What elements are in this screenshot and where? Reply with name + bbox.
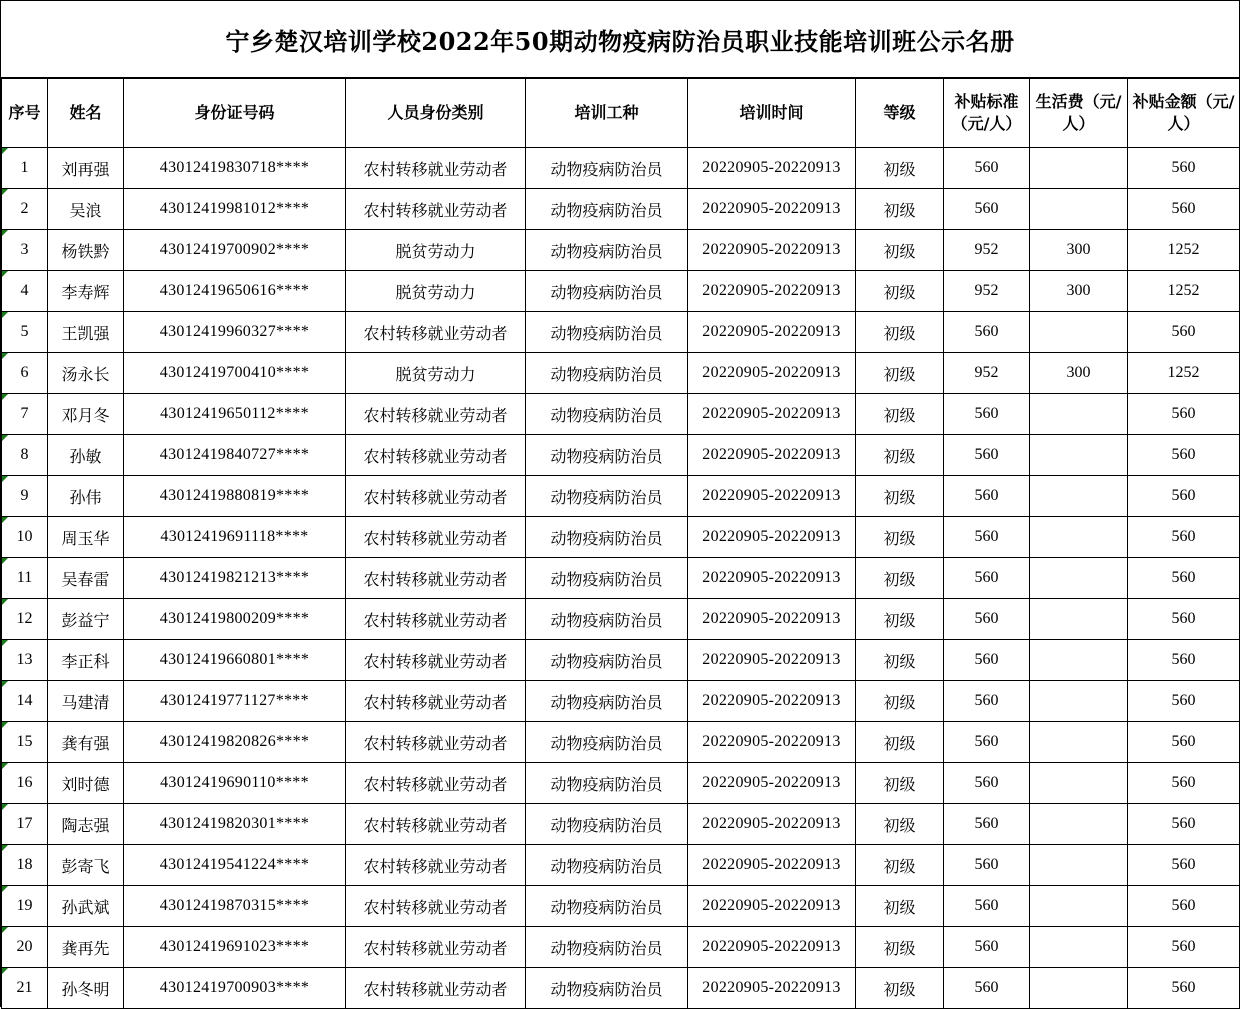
cell-index[interactable]: 4 <box>2 271 48 312</box>
cell-name[interactable]: 吴春雷 <box>48 558 124 599</box>
cell-trade[interactable]: 动物疫病防治员 <box>526 312 688 353</box>
table-row <box>2 763 1240 804</box>
cell-subsidy-amount[interactable]: 560 <box>1128 886 1240 927</box>
cell-index[interactable]: 9 <box>2 476 48 517</box>
cell-subsidy-standard[interactable]: 560 <box>944 148 1030 189</box>
cell-index[interactable]: 13 <box>2 640 48 681</box>
cell-id-number[interactable]: 43012419821213**** <box>124 558 346 599</box>
cell-name[interactable]: 汤永长 <box>48 353 124 394</box>
cell-period[interactable]: 20220905-20220913 <box>688 681 856 722</box>
cell-subsidy-amount[interactable]: 560 <box>1128 804 1240 845</box>
cell-id-number[interactable]: 43012419820826**** <box>124 722 346 763</box>
cell-trade[interactable]: 动物疫病防治员 <box>526 845 688 886</box>
cell-trade[interactable]: 动物疫病防治员 <box>526 886 688 927</box>
cell-index[interactable]: 7 <box>2 394 48 435</box>
cell-trade[interactable]: 动物疫病防治员 <box>526 271 688 312</box>
cell-name[interactable]: 孙伟 <box>48 476 124 517</box>
cell-index[interactable]: 3 <box>2 230 48 271</box>
cell-trade[interactable]: 动物疫病防治员 <box>526 804 688 845</box>
cell-trade[interactable]: 动物疫病防治员 <box>526 722 688 763</box>
cell-index[interactable]: 17 <box>2 804 48 845</box>
cell-index[interactable]: 18 <box>2 845 48 886</box>
cell-id-number[interactable]: 43012419820301**** <box>124 804 346 845</box>
cell-living-allowance[interactable]: 300 <box>1030 353 1128 394</box>
cell-index[interactable]: 6 <box>2 353 48 394</box>
header-cell-level[interactable]: 等级 <box>856 79 944 148</box>
table-row <box>2 886 1240 927</box>
cell-category[interactable]: 农村转移就业劳动者 <box>346 599 526 640</box>
cell-category[interactable]: 农村转移就业劳动者 <box>346 189 526 230</box>
table-row <box>2 312 1240 353</box>
table-row <box>2 845 1240 886</box>
cell-id-number[interactable]: 43012419700902**** <box>124 230 346 271</box>
cell-name[interactable]: 杨铁黔 <box>48 230 124 271</box>
cell-living-allowance[interactable]: 300 <box>1030 271 1128 312</box>
cell-index[interactable]: 20 <box>2 927 48 968</box>
cell-subsidy-standard[interactable]: 560 <box>944 968 1030 1009</box>
cell-subsidy-amount[interactable]: 560 <box>1128 558 1240 599</box>
cell-name[interactable]: 刘再强 <box>48 148 124 189</box>
header-row <box>2 79 1240 148</box>
cell-index[interactable]: 8 <box>2 435 48 476</box>
cell-name[interactable]: 吴浪 <box>48 189 124 230</box>
cell-living-allowance[interactable] <box>1030 312 1128 353</box>
cell-index[interactable]: 5 <box>2 312 48 353</box>
cell-subsidy-standard[interactable]: 560 <box>944 435 1030 476</box>
cell-id-number[interactable]: 43012419700410**** <box>124 353 346 394</box>
cell-category[interactable]: 农村转移就业劳动者 <box>346 435 526 476</box>
table-row <box>2 517 1240 558</box>
cell-subsidy-amount[interactable]: 560 <box>1128 394 1240 435</box>
cell-subsidy-standard[interactable]: 560 <box>944 476 1030 517</box>
cell-trade[interactable]: 动物疫病防治员 <box>526 599 688 640</box>
cell-name[interactable]: 王凯强 <box>48 312 124 353</box>
header-cell-subsidy-standard[interactable]: 补贴标准（元/人） <box>944 79 1030 148</box>
cell-name[interactable]: 陶志强 <box>48 804 124 845</box>
cell-category[interactable]: 农村转移就业劳动者 <box>346 968 526 1009</box>
cell-subsidy-amount[interactable]: 560 <box>1128 312 1240 353</box>
cell-name[interactable]: 龚再先 <box>48 927 124 968</box>
cell-subsidy-amount[interactable]: 560 <box>1128 763 1240 804</box>
cell-index[interactable]: 12 <box>2 599 48 640</box>
cell-trade[interactable]: 动物疫病防治员 <box>526 681 688 722</box>
cell-trade[interactable]: 动物疫病防治员 <box>526 558 688 599</box>
cell-category[interactable]: 脱贫劳动力 <box>346 353 526 394</box>
cell-trade[interactable]: 动物疫病防治员 <box>526 189 688 230</box>
cell-name[interactable]: 李正科 <box>48 640 124 681</box>
cell-living-allowance[interactable] <box>1030 763 1128 804</box>
cell-period[interactable]: 20220905-20220913 <box>688 845 856 886</box>
cell-level[interactable]: 初级 <box>856 763 944 804</box>
cell-name[interactable]: 龚有强 <box>48 722 124 763</box>
cell-id-number[interactable]: 43012419691118**** <box>124 517 346 558</box>
table-row <box>2 189 1240 230</box>
cell-living-allowance[interactable] <box>1030 968 1128 1009</box>
cell-living-allowance[interactable] <box>1030 189 1128 230</box>
cell-subsidy-amount[interactable]: 560 <box>1128 148 1240 189</box>
cell-period[interactable]: 20220905-20220913 <box>688 927 856 968</box>
cell-level[interactable]: 初级 <box>856 517 944 558</box>
cell-period[interactable]: 20220905-20220913 <box>688 230 856 271</box>
cell-category[interactable]: 农村转移就业劳动者 <box>346 394 526 435</box>
cell-subsidy-amount[interactable]: 560 <box>1128 968 1240 1009</box>
cell-id-number[interactable]: 43012419960327**** <box>124 312 346 353</box>
table-row <box>2 476 1240 517</box>
cell-subsidy-standard[interactable]: 560 <box>944 394 1030 435</box>
cell-trade[interactable]: 动物疫病防治员 <box>526 230 688 271</box>
header-cell-living-allowance[interactable]: 生活费（元/人） <box>1030 79 1128 148</box>
cell-living-allowance[interactable] <box>1030 394 1128 435</box>
cell-level[interactable]: 初级 <box>856 189 944 230</box>
cell-living-allowance[interactable] <box>1030 927 1128 968</box>
cell-category[interactable]: 农村转移就业劳动者 <box>346 886 526 927</box>
header-cell-id-number[interactable]: 身份证号码 <box>124 79 346 148</box>
cell-category[interactable]: 农村转移就业劳动者 <box>346 763 526 804</box>
cell-category[interactable]: 农村转移就业劳动者 <box>346 148 526 189</box>
cell-subsidy-amount[interactable]: 560 <box>1128 599 1240 640</box>
cell-period[interactable]: 20220905-20220913 <box>688 148 856 189</box>
cell-trade[interactable]: 动物疫病防治员 <box>526 968 688 1009</box>
cell-level[interactable]: 初级 <box>856 312 944 353</box>
table-row <box>2 927 1240 968</box>
cell-category[interactable]: 农村转移就业劳动者 <box>346 312 526 353</box>
cell-period[interactable]: 20220905-20220913 <box>688 312 856 353</box>
cell-subsidy-amount[interactable]: 560 <box>1128 722 1240 763</box>
cell-period[interactable]: 20220905-20220913 <box>688 640 856 681</box>
cell-level[interactable]: 初级 <box>856 353 944 394</box>
table-row <box>2 681 1240 722</box>
cell-index[interactable]: 15 <box>2 722 48 763</box>
cell-period[interactable]: 20220905-20220913 <box>688 599 856 640</box>
cell-category[interactable]: 农村转移就业劳动者 <box>346 640 526 681</box>
header-cell-index[interactable]: 序号 <box>2 79 48 148</box>
cell-category[interactable]: 农村转移就业劳动者 <box>346 722 526 763</box>
cell-trade[interactable]: 动物疫病防治员 <box>526 763 688 804</box>
cell-level[interactable]: 初级 <box>856 927 944 968</box>
cell-living-allowance[interactable] <box>1030 804 1128 845</box>
cell-id-number[interactable]: 43012419771127**** <box>124 681 346 722</box>
cell-period[interactable]: 20220905-20220913 <box>688 476 856 517</box>
cell-period[interactable]: 20220905-20220913 <box>688 763 856 804</box>
cell-subsidy-amount[interactable]: 560 <box>1128 640 1240 681</box>
cell-living-allowance[interactable] <box>1030 640 1128 681</box>
cell-name[interactable]: 马建清 <box>48 681 124 722</box>
cell-index[interactable]: 19 <box>2 886 48 927</box>
cell-level[interactable]: 初级 <box>856 681 944 722</box>
cell-subsidy-standard[interactable]: 560 <box>944 189 1030 230</box>
cell-level[interactable]: 初级 <box>856 640 944 681</box>
cell-id-number[interactable]: 43012419650112**** <box>124 394 346 435</box>
cell-living-allowance[interactable] <box>1030 886 1128 927</box>
cell-subsidy-amount[interactable]: 560 <box>1128 189 1240 230</box>
cell-subsidy-standard[interactable]: 952 <box>944 230 1030 271</box>
cell-subsidy-standard[interactable]: 560 <box>944 927 1030 968</box>
cell-id-number[interactable]: 43012419690110**** <box>124 763 346 804</box>
cell-period[interactable]: 20220905-20220913 <box>688 435 856 476</box>
header-cell-subsidy-amount[interactable]: 补贴金额（元/人） <box>1128 79 1240 148</box>
cell-subsidy-standard[interactable]: 560 <box>944 517 1030 558</box>
cell-id-number[interactable]: 43012419840727**** <box>124 435 346 476</box>
cell-trade[interactable]: 动物疫病防治员 <box>526 435 688 476</box>
cell-trade[interactable]: 动物疫病防治员 <box>526 148 688 189</box>
cell-subsidy-standard[interactable]: 560 <box>944 681 1030 722</box>
cell-subsidy-standard[interactable]: 560 <box>944 763 1030 804</box>
cell-subsidy-standard[interactable]: 560 <box>944 558 1030 599</box>
cell-living-allowance[interactable] <box>1030 435 1128 476</box>
header-cell-period[interactable]: 培训时间 <box>688 79 856 148</box>
cell-trade[interactable]: 动物疫病防治员 <box>526 927 688 968</box>
cell-name[interactable]: 刘时德 <box>48 763 124 804</box>
cell-period[interactable]: 20220905-20220913 <box>688 968 856 1009</box>
cell-trade[interactable]: 动物疫病防治员 <box>526 640 688 681</box>
cell-level[interactable]: 初级 <box>856 271 944 312</box>
cell-level[interactable]: 初级 <box>856 558 944 599</box>
cell-subsidy-amount[interactable]: 560 <box>1128 845 1240 886</box>
cell-index[interactable]: 10 <box>2 517 48 558</box>
cell-level[interactable]: 初级 <box>856 435 944 476</box>
cell-period[interactable]: 20220905-20220913 <box>688 804 856 845</box>
cell-trade[interactable]: 动物疫病防治员 <box>526 517 688 558</box>
cell-subsidy-amount[interactable]: 560 <box>1128 476 1240 517</box>
cell-period[interactable]: 20220905-20220913 <box>688 558 856 599</box>
cell-index[interactable]: 14 <box>2 681 48 722</box>
cell-name[interactable]: 彭益宁 <box>48 599 124 640</box>
cell-id-number[interactable]: 43012419691023**** <box>124 927 346 968</box>
cell-level[interactable]: 初级 <box>856 886 944 927</box>
cell-subsidy-amount[interactable]: 560 <box>1128 517 1240 558</box>
cell-period[interactable]: 20220905-20220913 <box>688 886 856 927</box>
cell-trade[interactable]: 动物疫病防治员 <box>526 476 688 517</box>
cell-living-allowance[interactable] <box>1030 476 1128 517</box>
cell-level[interactable]: 初级 <box>856 804 944 845</box>
cell-subsidy-standard[interactable]: 560 <box>944 599 1030 640</box>
cell-index[interactable]: 11 <box>2 558 48 599</box>
cell-period[interactable]: 20220905-20220913 <box>688 271 856 312</box>
cell-id-number[interactable]: 43012419981012**** <box>124 189 346 230</box>
cell-period[interactable]: 20220905-20220913 <box>688 722 856 763</box>
cell-subsidy-standard[interactable]: 952 <box>944 271 1030 312</box>
cell-living-allowance[interactable] <box>1030 599 1128 640</box>
cell-category[interactable]: 农村转移就业劳动者 <box>346 558 526 599</box>
cell-name[interactable]: 孙敏 <box>48 435 124 476</box>
cell-category[interactable]: 农村转移就业劳动者 <box>346 681 526 722</box>
table-row <box>2 722 1240 763</box>
cell-living-allowance[interactable] <box>1030 722 1128 763</box>
cell-living-allowance[interactable] <box>1030 845 1128 886</box>
cell-living-allowance[interactable]: 300 <box>1030 230 1128 271</box>
cell-id-number[interactable]: 43012419650616**** <box>124 271 346 312</box>
table-row <box>2 435 1240 476</box>
cell-index[interactable]: 1 <box>2 148 48 189</box>
table-row <box>2 230 1240 271</box>
cell-category[interactable]: 农村转移就业劳动者 <box>346 927 526 968</box>
header-cell-trade[interactable]: 培训工种 <box>526 79 688 148</box>
cell-level[interactable]: 初级 <box>856 845 944 886</box>
cell-category[interactable]: 农村转移就业劳动者 <box>346 476 526 517</box>
table-row <box>2 558 1240 599</box>
cell-level[interactable]: 初级 <box>856 148 944 189</box>
cell-subsidy-amount[interactable]: 1252 <box>1128 353 1240 394</box>
cell-level[interactable]: 初级 <box>856 230 944 271</box>
cell-category[interactable]: 农村转移就业劳动者 <box>346 804 526 845</box>
cell-subsidy-standard[interactable]: 560 <box>944 804 1030 845</box>
cell-living-allowance[interactable] <box>1030 681 1128 722</box>
cell-subsidy-standard[interactable]: 560 <box>944 312 1030 353</box>
cell-category[interactable]: 脱贫劳动力 <box>346 271 526 312</box>
cell-subsidy-standard[interactable]: 560 <box>944 845 1030 886</box>
cell-id-number[interactable]: 43012419880819**** <box>124 476 346 517</box>
cell-subsidy-amount[interactable]: 1252 <box>1128 230 1240 271</box>
header-cell-category[interactable]: 人员身份类别 <box>346 79 526 148</box>
cell-subsidy-amount[interactable]: 560 <box>1128 681 1240 722</box>
cell-category[interactable]: 农村转移就业劳动者 <box>346 517 526 558</box>
cell-period[interactable]: 20220905-20220913 <box>688 353 856 394</box>
table-row <box>2 804 1240 845</box>
cell-id-number[interactable]: 43012419800209**** <box>124 599 346 640</box>
cell-subsidy-amount[interactable]: 1252 <box>1128 271 1240 312</box>
table-row <box>2 271 1240 312</box>
cell-living-allowance[interactable] <box>1030 148 1128 189</box>
cell-name[interactable]: 周玉华 <box>48 517 124 558</box>
cell-level[interactable]: 初级 <box>856 394 944 435</box>
cell-name[interactable]: 邓月冬 <box>48 394 124 435</box>
cell-name[interactable]: 孙冬明 <box>48 968 124 1009</box>
table-row <box>2 394 1240 435</box>
sheet-title[interactable]: 宁乡楚汉培训学校2022年50期动物疫病防治员职业技能培训班公示名册 <box>1 0 1239 78</box>
cell-id-number[interactable]: 43012419830718**** <box>124 148 346 189</box>
cell-trade[interactable]: 动物疫病防治员 <box>526 394 688 435</box>
roster-table <box>1 78 1240 1009</box>
table-row <box>2 968 1240 1009</box>
cell-level[interactable]: 初级 <box>856 599 944 640</box>
cell-subsidy-standard[interactable]: 560 <box>944 722 1030 763</box>
cell-living-allowance[interactable] <box>1030 517 1128 558</box>
cell-subsidy-standard[interactable]: 952 <box>944 353 1030 394</box>
cell-subsidy-standard[interactable]: 560 <box>944 886 1030 927</box>
cell-level[interactable]: 初级 <box>856 476 944 517</box>
cell-trade[interactable]: 动物疫病防治员 <box>526 353 688 394</box>
cell-period[interactable]: 20220905-20220913 <box>688 394 856 435</box>
cell-name[interactable]: 李寿辉 <box>48 271 124 312</box>
cell-name[interactable]: 孙武斌 <box>48 886 124 927</box>
cell-period[interactable]: 20220905-20220913 <box>688 517 856 558</box>
header-cell-name[interactable]: 姓名 <box>48 79 124 148</box>
table-row <box>2 640 1240 681</box>
cell-subsidy-standard[interactable]: 560 <box>944 640 1030 681</box>
table-row <box>2 599 1240 640</box>
roster-body <box>2 148 1240 1009</box>
table-row <box>2 148 1240 189</box>
cell-id-number[interactable]: 43012419700903**** <box>124 968 346 1009</box>
cell-index[interactable]: 21 <box>2 968 48 1009</box>
cell-period[interactable]: 20220905-20220913 <box>688 189 856 230</box>
cell-index[interactable]: 2 <box>2 189 48 230</box>
cell-index[interactable]: 16 <box>2 763 48 804</box>
cell-name[interactable]: 彭寄飞 <box>48 845 124 886</box>
cell-category[interactable]: 农村转移就业劳动者 <box>346 845 526 886</box>
cell-category[interactable]: 脱贫劳动力 <box>346 230 526 271</box>
cell-level[interactable]: 初级 <box>856 968 944 1009</box>
cell-id-number[interactable]: 43012419660801**** <box>124 640 346 681</box>
cell-level[interactable]: 初级 <box>856 722 944 763</box>
cell-id-number[interactable]: 43012419541224**** <box>124 845 346 886</box>
cell-id-number[interactable]: 43012419870315**** <box>124 886 346 927</box>
cell-subsidy-amount[interactable]: 560 <box>1128 435 1240 476</box>
table-row <box>2 353 1240 394</box>
cell-living-allowance[interactable] <box>1030 558 1128 599</box>
cell-subsidy-amount[interactable]: 560 <box>1128 927 1240 968</box>
